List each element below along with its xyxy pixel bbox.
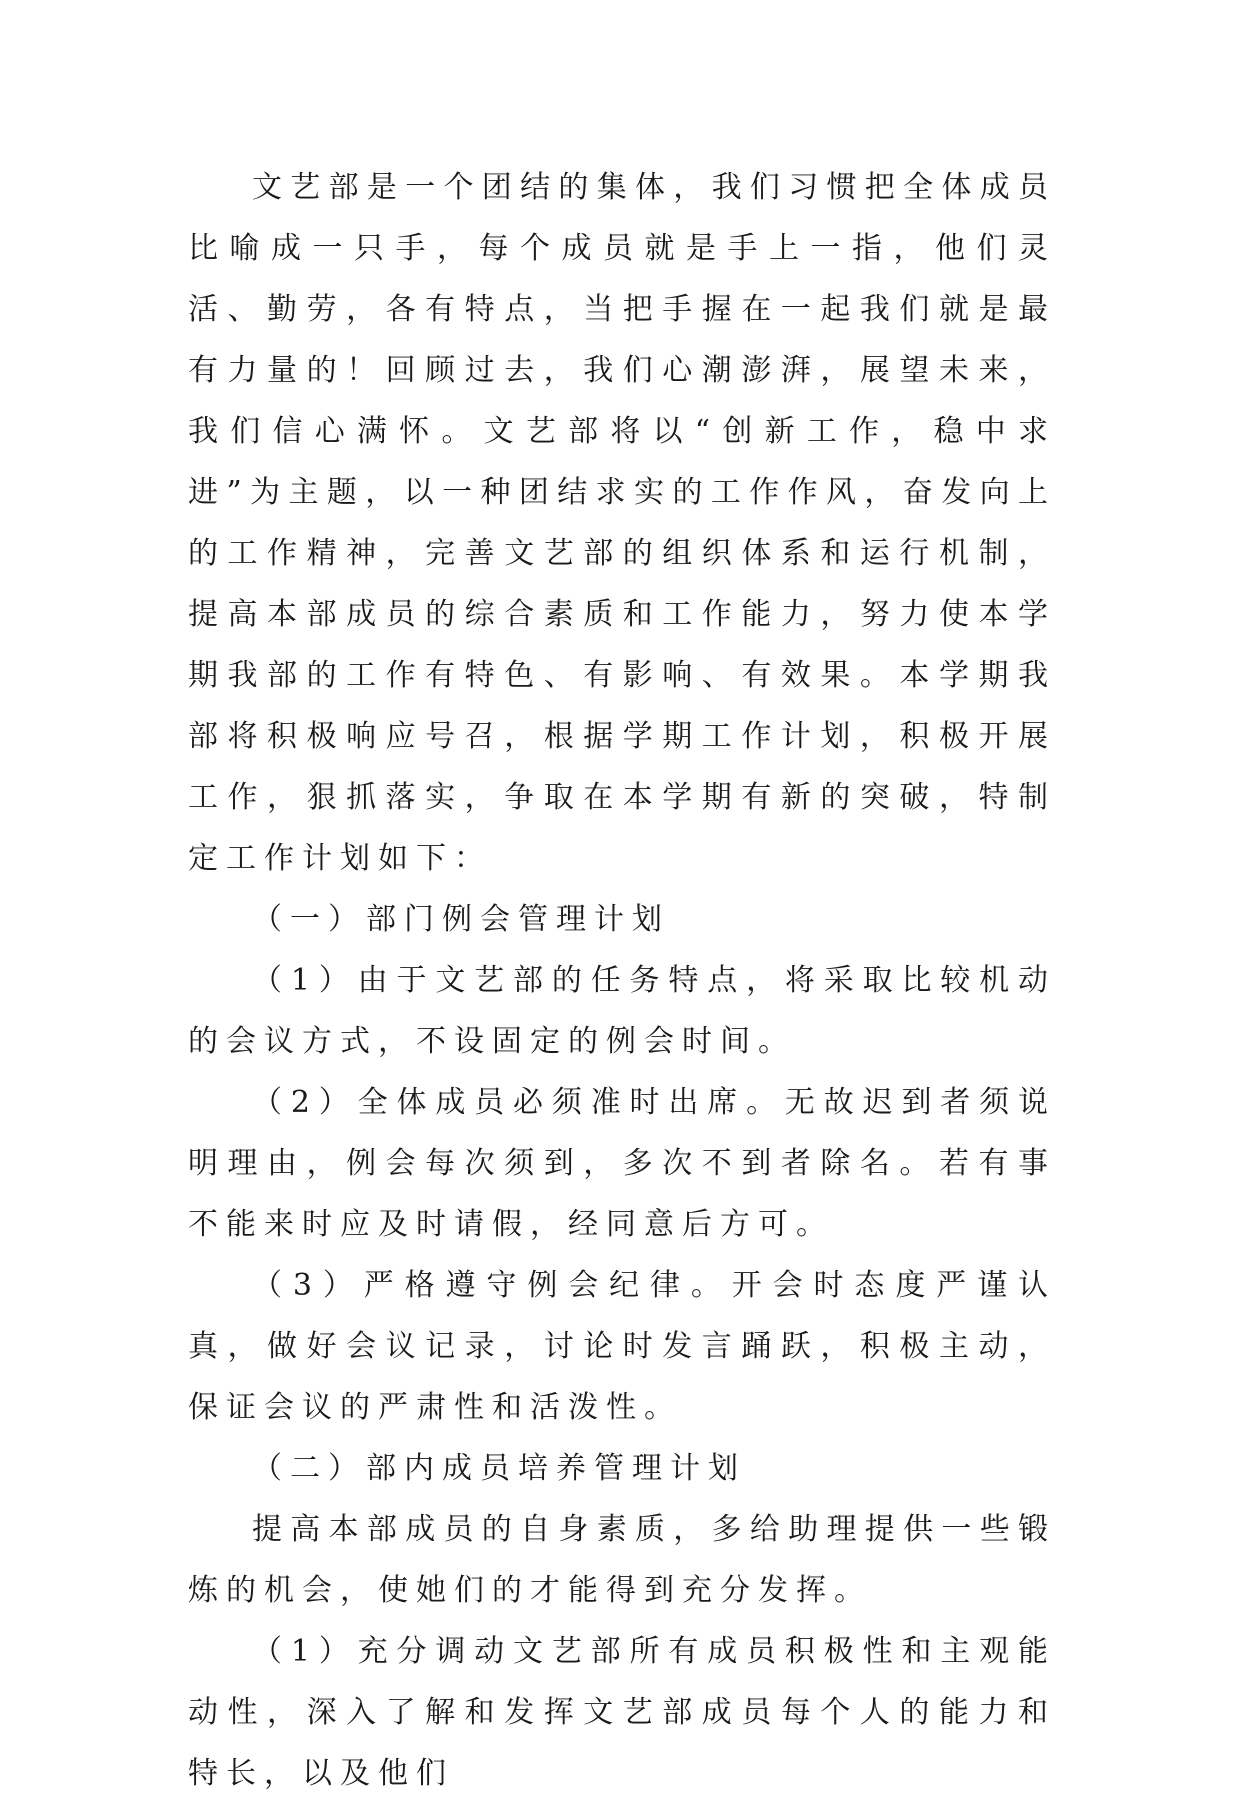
paragraph-intro: 文艺部是一个团结的集体，我们习惯把全体成员比喻成一只手，每个成员就是手上一指，他们灵活、勤劳，各有特点，当把手握在一起我们就是最有力量的！回顾过去，我们心潮澎湃，展望未来，我们信心满怀。文艺部将以“创新工作，稳中求进”为主题，以一种团结求实的工作作风，奋发向上的工作精神，完善文艺部的组织体系和运行机制，提高本部成员的综合素质和工作能力，努力使本学期我部的工作有特色、有影响、有效果。本学期我部将积极响应号召，根据学期工作计划，积极开展工作，狠抓落实，争取在本学期有新的突破，特制定工作计划如下： <box>188 170 1056 876</box>
document-body <box>188 157 1056 1804</box>
section-heading-member-training: （二）部内成员培养管理计划 <box>252 1451 746 1486</box>
paragraph-meeting-item-2: （2）全体成员必须准时出席。无故迟到者须说明理由，例会每次须到，多次不到者除名。若有事不能来时应及时请假，经同意后方可。 <box>188 1085 1056 1242</box>
paragraph-training-intro: 提高本部成员的自身素质，多给助理提供一些锻炼的机会，使她们的才能得到充分发挥。 <box>188 1512 1056 1608</box>
paragraph-training-item-1: （1）充分调动文艺部所有成员积极性和主观能动性，深入了解和发挥文艺部成员每个人的能力和特长，以及他们 <box>188 1634 1056 1791</box>
paragraph-meeting-item-1: （1）由于文艺部的任务特点，将采取比较机动的会议方式，不设固定的例会时间。 <box>188 963 1056 1059</box>
section-heading-meeting-plan: （一）部门例会管理计划 <box>252 902 670 937</box>
paragraph-meeting-item-3: （3）严格遵守例会纪律。开会时态度严谨认真，做好会议记录，讨论时发言踊跃，积极主动，保证会议的严肃性和活泼性。 <box>188 1268 1056 1425</box>
